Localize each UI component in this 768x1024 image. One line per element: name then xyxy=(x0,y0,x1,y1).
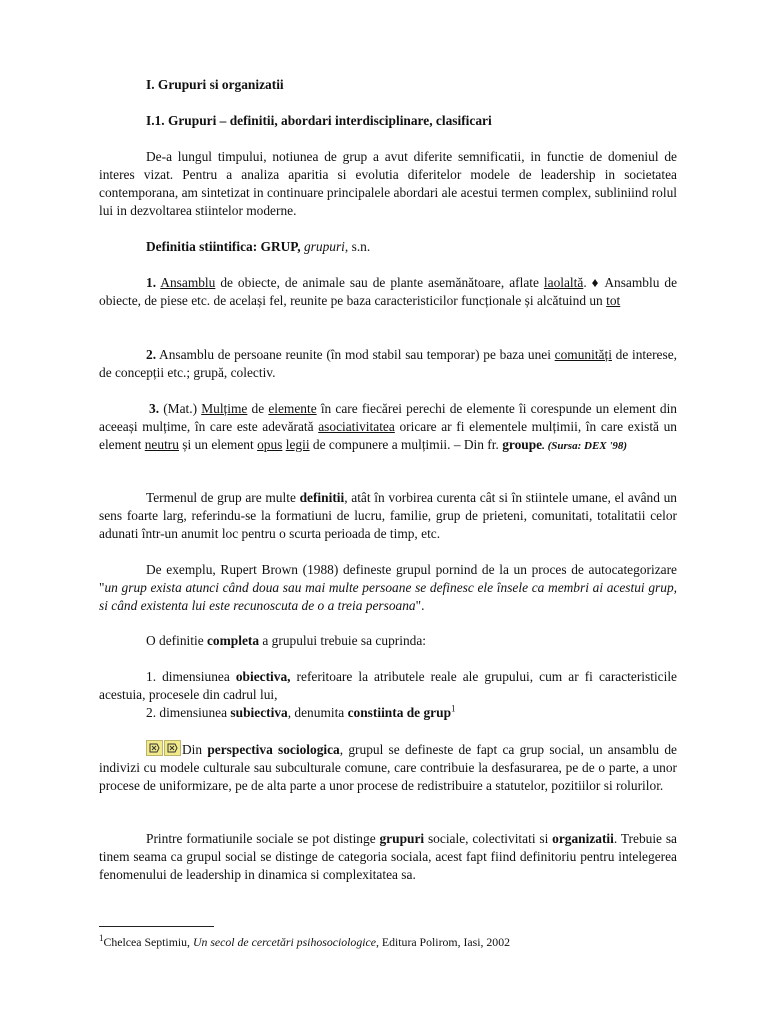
link-laolalta[interactable]: laolaltă xyxy=(543,275,584,290)
dimension-list xyxy=(99,668,677,722)
list-item: 1. dimensiunea obiectiva, referitoare la atributele reale ale grupului, cum ar fi caracteristicile acestuia, procesele din cadrul lui, xyxy=(99,669,677,702)
paragraph-termen: Termenul de grup are multe definitii, atât în vorbirea curenta cât si în stiintele umane, el având un sens foarte larg, referindu-se la formatiuni de lucru, familie, grup de prieteni, comunitati, totalitatii celor adunati într-un anumit loc pentru o scurta perioada de timp, etc. xyxy=(99,490,677,541)
hyperlink-icon[interactable] xyxy=(164,740,181,756)
paragraph-brown: De exemplu, Rupert Brown (1988) defineste grupul pornind de la un proces de autocategorizare "un grup exista atunci când doua sau mai multe persoane se definesc ele însele ca membri ai acestui grup, si când existenta lui este recunoscuta de o a treia persoana". xyxy=(99,562,677,613)
source-note: . (Sursa: DEX '98) xyxy=(542,440,628,452)
definition-3: 3. (Mat.) Mulțime de elemente în care fiecărei perechi de elemente îi corespunde un element din aceeași mulțime, în care este adevărată asociativitatea oricare ar fi elementele mulțimii, în care există un element neutru și un element opus legii de compunere a mulțimii. – Din fr. groupe. (Sursa: DEX '98) xyxy=(99,401,678,452)
paragraph-completa: O definitie completa a grupului trebuie sa cuprinda: xyxy=(146,633,427,648)
paragraph-formatiuni: Printre formatiunile sociale se pot distinge grupuri sociale, colectivitati si organizatii. Trebuie sa tinem seama ca grupul social se distinge de categoria sociala, acest fapt fiind definitoriu pentru intelegerea fenomenului de leadership in dinamica si complexitatea sa. xyxy=(99,831,677,882)
link-opus[interactable]: opus xyxy=(257,437,283,452)
footnote-ref[interactable]: 1 xyxy=(451,703,456,714)
heading-chapter: I. Grupuri si organizatii xyxy=(146,77,284,92)
link-tot[interactable]: tot xyxy=(606,293,621,308)
link-ansamblu[interactable]: Ansamblu xyxy=(160,275,216,290)
link-neutru[interactable]: neutru xyxy=(144,437,179,452)
brown-quote: un grup exista atunci când doua sau mai multe persoane se definesc ele însele ca membri ai acestui grup, si când existenta lui este recunoscuta de o a treia persoana xyxy=(99,580,677,613)
definition-1: 1. Ansamblu de obiecte, de animale sau de plante asemănătoare, aflate laolaltă. ♦ Ansamblu de obiecte, de piese etc. de același fel, reunite pe baza caracteristicilor funcționale și alcătuind un tot xyxy=(99,275,678,308)
heading-section: I.1. Grupuri – definitii, abordari interdisciplinare, clasificari xyxy=(146,113,492,128)
list-item: 2. dimensiunea subiectiva, denumita constiinta de grup$^1$ xyxy=(146,703,456,720)
link-legii[interactable]: legii xyxy=(285,437,310,452)
definition-heading: Definitia stiintifica: GRUP, grupuri, s.n. xyxy=(146,239,371,254)
paragraph-intro: De-a lungul timpului, notiunea de grup a avut diferite semnificatii, in functie de domeniul de interes vizat. Pentru a analiza aparitia si evolutia diferitelor modele de leadership in societatea contemporana, am sintetizat in continuare principalele abordari ale acestui termen complex, subliniind rolul lui in dezvoltarea stiintelor moderne. xyxy=(99,149,677,218)
link-elemente[interactable]: elemente xyxy=(268,401,317,416)
footnote-separator xyxy=(99,926,214,927)
definition-2: 2. Ansamblu de persoane reunite (în mod stabil sau temporar) pe baza unei comunități de interese, de concepții etc.; grupă, colectiv. xyxy=(99,347,677,380)
footnote: $^1$Chelcea Septimiu, Un secol de cercetări psihosociologice, Editura Polirom, Iasi, 2002 xyxy=(99,933,510,949)
paragraph-sociologica: Din perspectiva sociologica, grupul se defineste de fapt ca grup social, un ansamblu de indivizi cu modele culturale sau subculturale comune, care contribuie la desfasurarea, pe de o parte, a unor procese de uniformizare, pe de alta parte a unor procese de redistribuire a statutelor, pozitiilor si rolurilor. xyxy=(99,742,677,793)
link-multime[interactable]: Mulțime xyxy=(201,401,248,416)
link-comunitati[interactable]: comunități xyxy=(554,347,612,362)
link-asociativitatea[interactable]: asociativitatea xyxy=(318,419,395,434)
hyperlink-icon[interactable] xyxy=(146,740,163,756)
